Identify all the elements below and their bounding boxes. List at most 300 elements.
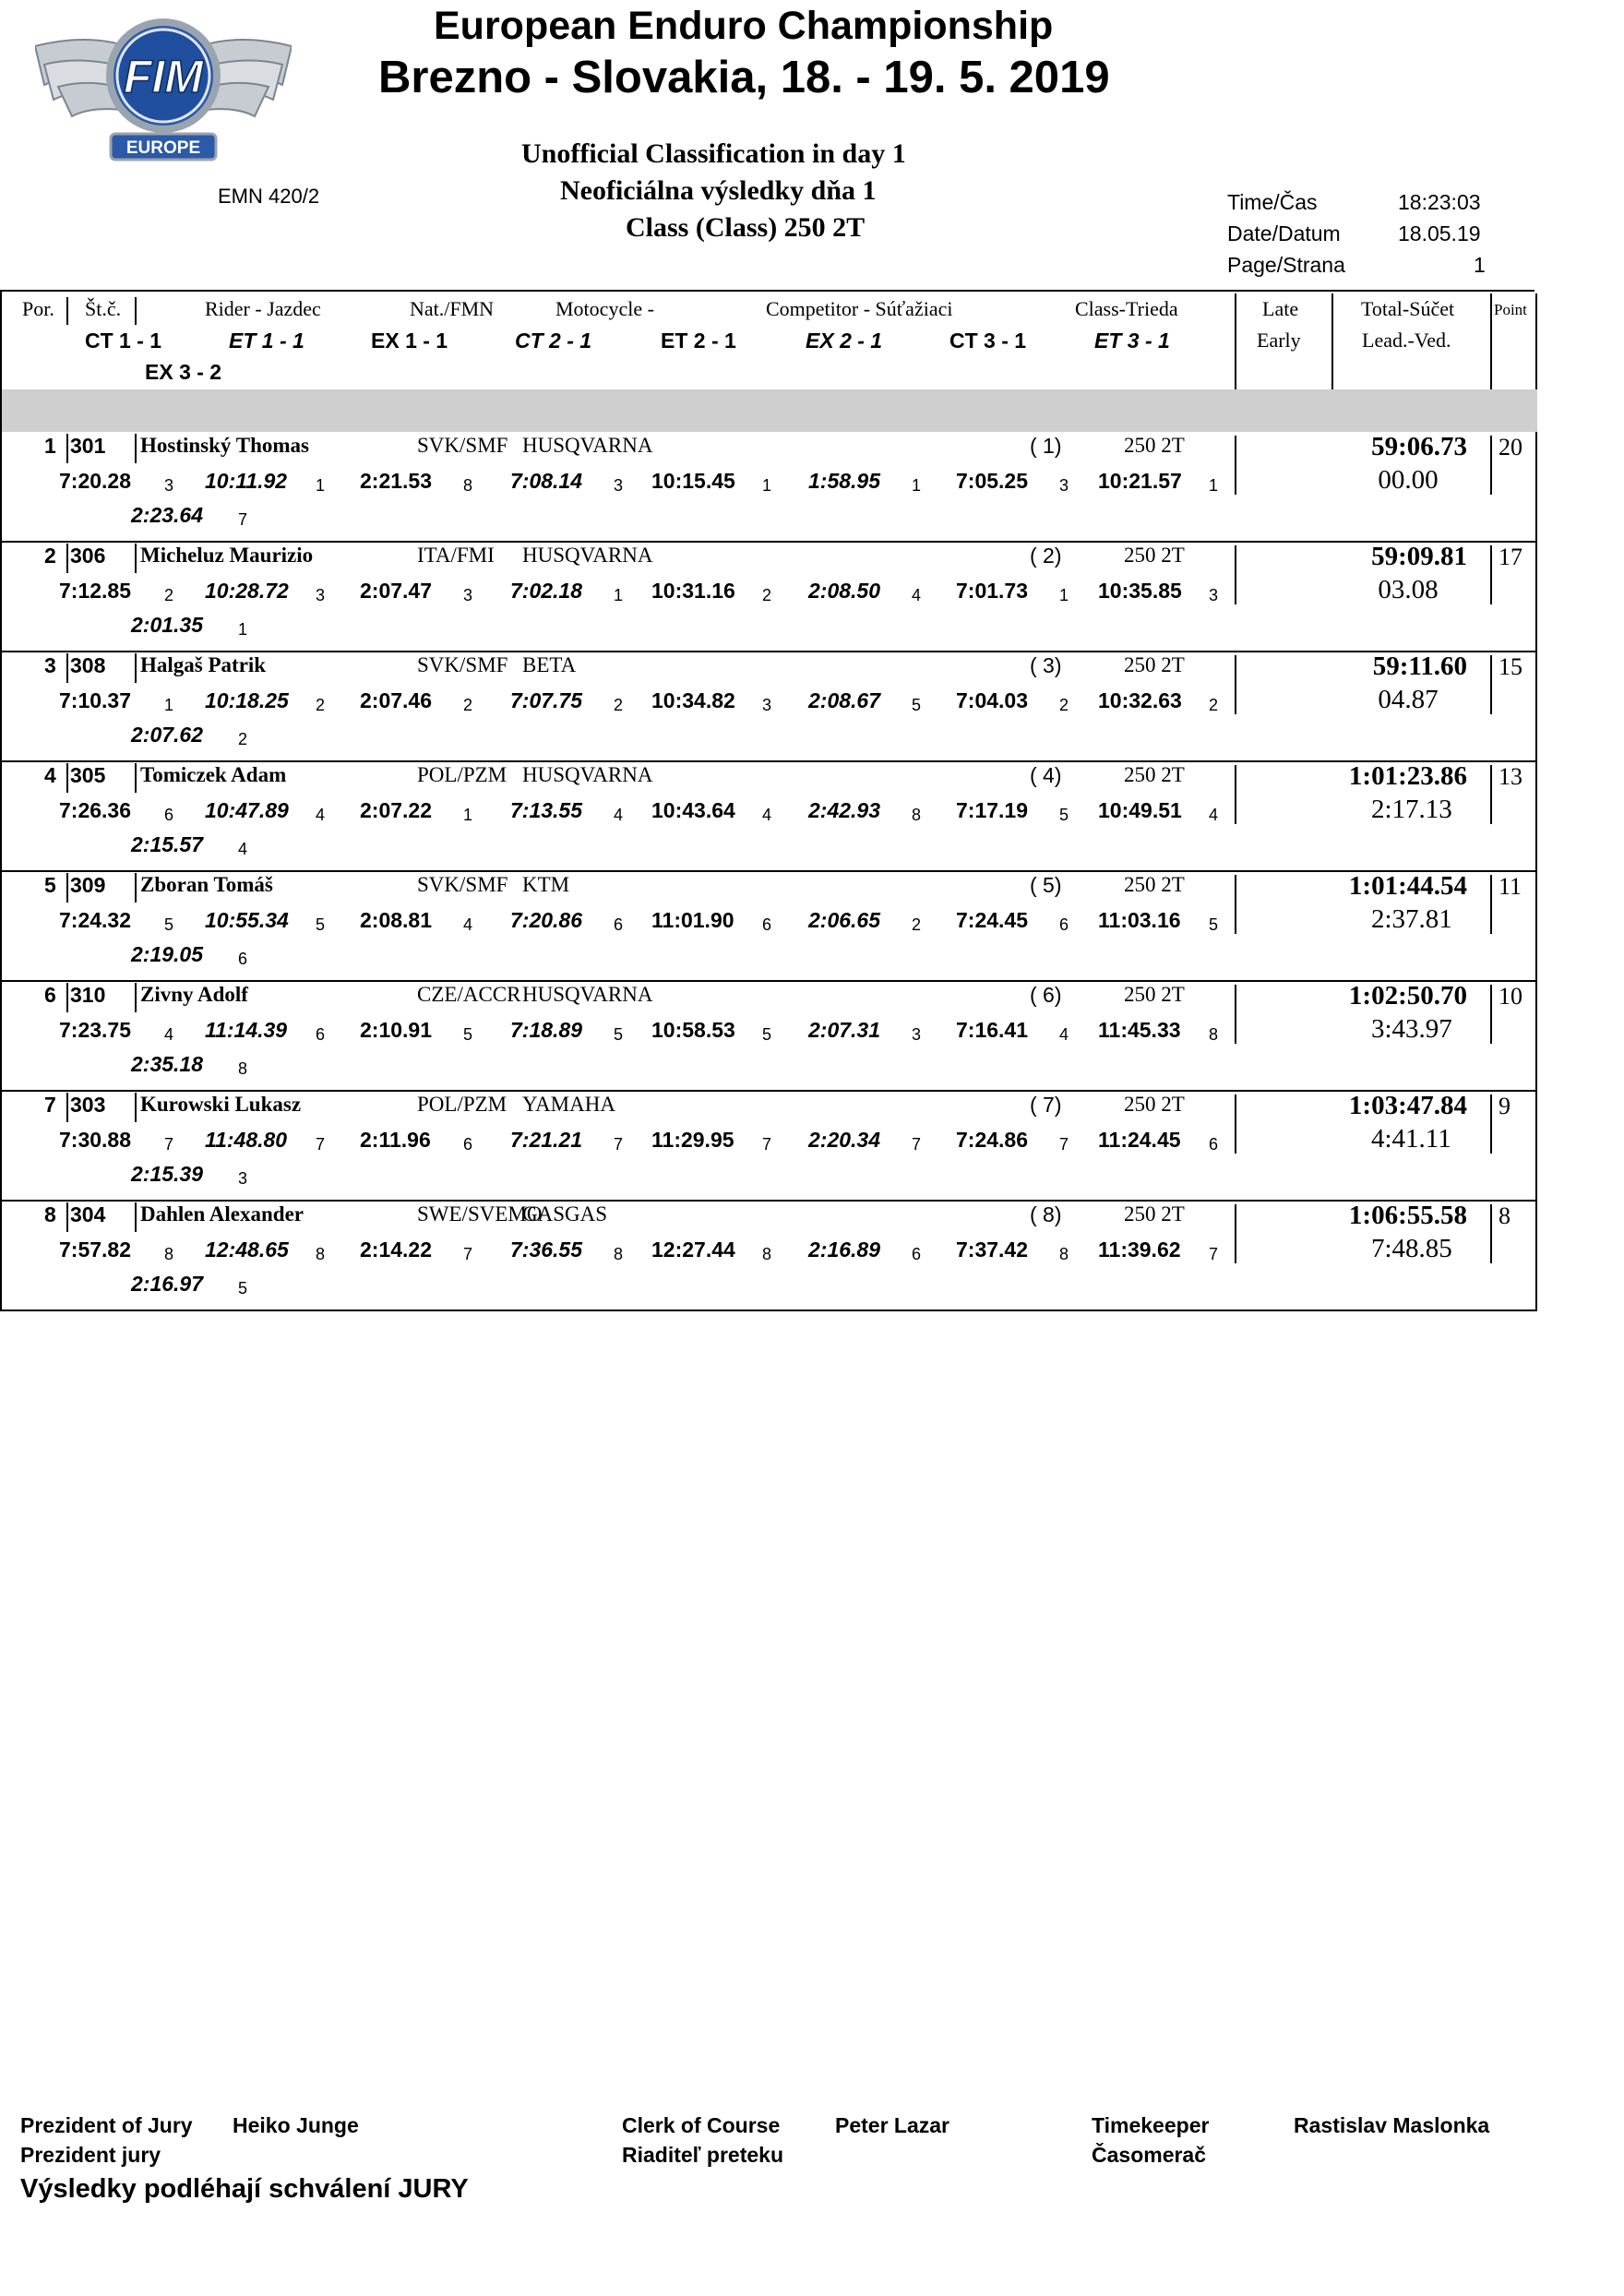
cell-total: 1:01:44.54 [1348,871,1467,901]
cell-ex32r: 1 [238,620,248,639]
cell-nat: POL/PZM [417,763,508,786]
cell-ex32r: 5 [238,1279,248,1297]
logo-subtext: EUROPE [125,138,201,158]
fim-europe-logo [35,9,292,168]
cell-ct11: 7:57.82 [59,1238,132,1262]
divider [66,1093,68,1122]
cell-ex32: 2:19.05 [131,942,204,966]
divider [135,873,137,903]
page-title: European Enduro Championship [434,4,1054,48]
cell-ex11r: 7 [463,1245,473,1263]
cell-et21r: 2 [762,586,772,604]
cell-et31: 10:35.85 [1098,579,1182,603]
cell-points: 8 [1499,1202,1511,1229]
cell-ex21: 1:58.95 [808,469,881,493]
divider [135,653,137,683]
table-row [0,1091,1537,1202]
table-row [0,652,1537,762]
cell-et21r: 4 [762,806,772,824]
cell-cls: 250 2T [1124,653,1185,676]
cell-points: 13 [1499,763,1522,790]
divider [135,1093,137,1122]
cell-ex11r: 2 [463,696,473,714]
cell-total: 1:06:55.58 [1348,1201,1467,1230]
cell-ct11r: 6 [164,806,174,824]
cell-ex11: 2:07.47 [360,579,433,603]
divider [1490,765,1492,824]
cell-ex32: 2:07.62 [131,723,204,747]
divider [1235,875,1236,934]
cell-et31: 11:24.45 [1098,1128,1181,1152]
cell-cls: 250 2T [1124,1202,1185,1226]
cell-points: 17 [1499,544,1522,570]
table-row [0,432,1537,543]
cell-ct21r: 2 [614,696,624,714]
cell-moto: HUSQVARNA [522,983,653,1006]
clerk-label: Clerk of Course [622,2113,781,2137]
time-label: Time/Čas [1227,190,1318,214]
table-row [0,761,1537,872]
cell-rider: Tomiczek Adam [140,763,287,786]
timekeeper-name: Rastislav Maslonka [1294,2113,1490,2137]
cell-et21: 10:34.82 [651,688,735,712]
cell-moto: BETA [522,653,577,676]
cell-ct11: 7:10.37 [59,688,132,712]
cell-ct31: 7:01.73 [956,579,1029,603]
divider [1490,545,1492,604]
cell-pos: 2 [44,544,56,568]
cell-ex21: 2:08.67 [808,688,881,712]
cell-ct11r: 2 [164,586,174,604]
cell-et21: 11:29.95 [651,1128,734,1152]
cell-ex21r: 6 [912,1245,922,1263]
page-value: 1 [1474,253,1486,277]
cell-et11r: 5 [316,915,326,934]
divider [135,297,137,325]
cell-total: 59:09.81 [1371,542,1467,571]
cell-et31r: 8 [1209,1025,1219,1044]
cell-lead: 00.00 [1378,465,1439,495]
cell-ex11: 2:07.46 [360,688,433,712]
cell-cls: 250 2T [1124,873,1185,896]
cell-lead: 03.08 [1378,575,1439,604]
cell-ct31r: 3 [1059,476,1069,495]
cell-ex32r: 3 [238,1169,248,1188]
cell-et11r: 8 [316,1245,326,1263]
cell-et21r: 7 [762,1135,772,1154]
cell-et31r: 3 [1209,586,1219,604]
divider [66,1202,68,1232]
cell-num: 309 [70,873,106,897]
header-rule [0,290,1534,292]
cell-cls: 250 2T [1124,983,1185,1006]
col-ex21: EX 2 - 1 [806,329,883,353]
cell-ex32: 2:35.18 [131,1052,204,1076]
cell-total: 1:01:23.86 [1348,761,1467,791]
divider [135,763,137,793]
cell-et21r: 3 [762,696,772,714]
col-nat: Nat./FMN [410,297,495,320]
cell-rider: Zivny Adolf [140,983,248,1006]
col-ct31: CT 3 - 1 [949,329,1027,353]
col-early: Early [1257,329,1301,352]
divider [135,1202,137,1232]
cell-ex11r: 8 [463,476,473,495]
cell-pos: 7 [44,1093,56,1117]
clerk-name: Peter Lazar [835,2113,950,2137]
cell-cls: 250 2T [1124,763,1185,786]
cell-et11r: 1 [316,476,326,495]
cell-ct31r: 5 [1059,806,1069,824]
cell-ct11: 7:30.88 [59,1128,132,1152]
divider [1490,1204,1492,1263]
cell-rider: Dahlen Alexander [140,1202,304,1226]
cell-ct11r: 3 [164,476,174,495]
table-border [1535,432,1537,1310]
cell-cpos: ( 3) [1030,653,1062,677]
table-row [0,871,1537,982]
cell-cpos: ( 8) [1030,1202,1062,1226]
divider [1490,655,1492,714]
cell-moto: YAMAHA [522,1093,615,1116]
cell-ex21r: 1 [912,476,922,495]
cell-ex21: 2:07.31 [808,1018,881,1042]
cell-et31: 11:45.33 [1098,1018,1181,1042]
cell-ex11: 2:08.81 [360,908,433,932]
cell-lead: 3:43.97 [1371,1014,1452,1044]
divider [1490,436,1492,495]
cell-ct21r: 4 [614,806,624,824]
cell-lead: 7:48.85 [1371,1234,1452,1263]
date-label: Date/Datum [1227,221,1341,245]
cell-total: 59:06.73 [1371,432,1467,461]
cell-ex21r: 7 [912,1135,922,1154]
cell-total: 1:02:50.70 [1348,981,1467,1010]
divider [1535,293,1537,389]
divider [135,434,137,463]
table-row [0,981,1537,1092]
cell-points: 11 [1499,873,1522,900]
col-moto: Motocycle - [555,297,654,320]
cell-num: 306 [70,544,106,568]
cell-pos: 6 [44,983,56,1007]
cell-ct31: 7:05.25 [956,469,1029,493]
cell-et11: 10:47.89 [205,798,289,822]
divider [1331,293,1333,389]
cell-et21: 11:01.90 [651,908,734,932]
cell-points: 15 [1499,653,1522,680]
cell-ex21: 2:08.50 [808,579,881,603]
cell-cls: 250 2T [1124,434,1185,457]
col-ct11: CT 1 - 1 [85,329,162,353]
cell-ex21r: 4 [912,586,922,604]
col-lead: Lead.-Ved. [1362,329,1451,352]
cell-ct11: 7:20.28 [59,469,132,493]
cell-rider: Hostinský Thomas [140,434,310,457]
cell-pos: 1 [44,434,56,458]
col-rider: Rider - Jazdec [205,297,321,320]
clerk-label-sk: Riaditeľ preteku [622,2143,784,2167]
cell-cpos: ( 5) [1030,873,1062,897]
divider [1235,436,1236,495]
cell-ct31: 7:24.45 [956,908,1029,932]
cell-rider: Zboran Tomáš [140,873,273,896]
cell-ct21: 7:13.55 [510,798,583,822]
jury-label-sk: Prezident jury [20,2143,161,2167]
cell-et31r: 6 [1209,1135,1219,1154]
class-line: Class (Class) 250 2T [626,212,866,243]
cell-ct31: 7:04.03 [956,688,1029,712]
cell-ex32: 2:16.97 [131,1272,204,1296]
cell-ct11r: 5 [164,915,174,934]
cell-ex32: 2:23.64 [131,503,204,527]
cell-et11r: 3 [316,586,326,604]
col-ex11: EX 1 - 1 [371,329,448,353]
cell-ct21r: 6 [614,915,624,934]
cell-ct11: 7:24.32 [59,908,132,932]
cell-nat: CZE/ACCR [417,983,521,1006]
cell-cpos: ( 2) [1030,544,1062,568]
cell-ex11r: 4 [463,915,473,934]
divider [135,544,137,573]
cell-et21: 12:27.44 [651,1238,735,1262]
cell-moto: KTM [522,873,570,896]
cell-ct21r: 7 [614,1135,624,1154]
cell-cpos: ( 7) [1030,1093,1062,1117]
doc-code: EMN 420/2 [218,185,320,208]
cell-et21r: 6 [762,915,772,934]
divider [66,434,68,463]
cell-ct21: 7:08.14 [510,469,583,493]
cell-ct31r: 6 [1059,915,1069,934]
table-border [0,292,2,1310]
cell-cls: 250 2T [1124,544,1185,567]
jury-label: Prezident of Jury [20,2113,193,2137]
cell-et11: 10:28.72 [205,579,289,603]
cell-et31r: 2 [1209,696,1219,714]
cell-et31: 10:32.63 [1098,688,1182,712]
cell-num: 301 [70,434,106,458]
divider [66,983,68,1012]
cell-ct31: 7:17.19 [956,798,1029,822]
divider [1235,293,1236,389]
cell-ex21r: 8 [912,806,922,824]
divider [1490,293,1492,389]
col-late: Late [1262,297,1299,320]
divider [66,297,68,325]
cell-et31r: 1 [1209,476,1219,495]
cell-et21r: 5 [762,1025,772,1044]
divider [1235,1204,1236,1263]
cell-ex11: 2:07.22 [360,798,433,822]
cell-ex11: 2:11.96 [360,1128,431,1152]
cell-ct11r: 4 [164,1025,174,1044]
cell-ct11: 7:12.85 [59,579,132,603]
cell-ct31r: 2 [1059,696,1069,714]
cell-rider: Micheluz Maurizio [140,544,314,567]
cell-ex32r: 7 [238,510,248,529]
cell-nat: SVK/SMF [417,434,508,457]
divider [135,983,137,1012]
cell-ct31r: 7 [1059,1135,1069,1154]
cell-total: 1:03:47.84 [1348,1091,1467,1120]
subtitle-sk: Neoficiálna výsledky dňa 1 [560,175,877,206]
cell-ex32r: 4 [238,840,248,858]
cell-num: 305 [70,763,106,787]
logo-text: FIM [123,51,204,102]
cell-ct21: 7:36.55 [510,1238,583,1262]
cell-moto: HUSQVARNA [522,434,653,457]
cell-nat: SVK/SMF [417,873,508,896]
col-class: Class-Trieda [1075,297,1178,320]
divider [1490,875,1492,934]
cell-num: 303 [70,1093,106,1117]
divider [1235,985,1236,1044]
cell-et21: 10:43.64 [651,798,735,822]
timekeeper-label-sk: Časomerač [1092,2143,1207,2167]
col-stc: Št.č. [85,297,122,320]
cell-et11: 10:11.92 [205,469,288,493]
cell-ct31r: 1 [1059,586,1069,604]
cell-lead: 2:37.81 [1371,904,1452,934]
cell-pos: 5 [44,873,56,897]
cell-ex32r: 6 [238,950,248,968]
cell-ex11r: 6 [463,1135,473,1154]
cell-et11: 12:48.65 [205,1238,289,1262]
cell-ct21r: 8 [614,1245,624,1263]
cell-et11: 11:14.39 [205,1018,288,1042]
cell-pos: 3 [44,653,56,677]
cell-ex32r: 8 [238,1059,248,1078]
col-total: Total-Súčet [1361,297,1455,320]
cell-pos: 4 [44,763,56,787]
approval-note: Výsledky podléhají schválení JURY [20,2174,469,2204]
cell-cpos: ( 4) [1030,763,1062,787]
page-label: Page/Strana [1227,253,1345,277]
subtitle-en: Unofficial Classification in day 1 [521,138,906,169]
jury-name: Heiko Junge [233,2113,359,2137]
table-row [0,1201,1537,1311]
cell-et21: 10:58.53 [651,1018,735,1042]
cell-et11: 10:18.25 [205,688,289,712]
cell-ex21: 2:20.34 [808,1128,881,1152]
col-et11: ET 1 - 1 [229,329,304,353]
divider [1235,545,1236,604]
cell-et11r: 4 [316,806,326,824]
cell-ct21r: 5 [614,1025,624,1044]
col-ex32: EX 3 - 2 [145,360,222,384]
cell-et21: 10:15.45 [651,469,735,493]
event-title: Brezno - Slovakia, 18. - 19. 5. 2019 [378,53,1110,102]
cell-et11r: 6 [316,1025,326,1044]
cell-et31: 10:21.57 [1098,469,1182,493]
cell-ex11r: 3 [463,586,473,604]
cell-ex11: 2:10.91 [360,1018,433,1042]
cell-points: 10 [1499,983,1522,1010]
cell-ex32: 2:15.39 [131,1162,204,1186]
cell-lead: 04.87 [1378,685,1439,714]
cell-ex21r: 2 [912,915,922,934]
cell-ct31: 7:16.41 [956,1018,1029,1042]
cell-ct21: 7:02.18 [510,579,583,603]
cell-et11: 11:48.80 [205,1128,288,1152]
cell-ct21: 7:18.89 [510,1018,583,1042]
cell-et21: 10:31.16 [651,579,735,603]
cell-ex32: 2:01.35 [131,613,204,637]
cell-ex21: 2:06.65 [808,908,881,932]
cell-ct31: 7:24.86 [956,1128,1029,1152]
cell-ex11r: 5 [463,1025,473,1044]
cell-et31: 11:39.62 [1098,1238,1181,1262]
divider [1235,655,1236,714]
cell-et11r: 7 [316,1135,326,1154]
cell-ex21r: 3 [912,1025,922,1044]
cell-ct31r: 4 [1059,1025,1069,1044]
cell-cpos: ( 1) [1030,434,1062,458]
cell-num: 308 [70,653,106,677]
cell-ct31r: 8 [1059,1245,1069,1263]
divider [1490,1094,1492,1154]
cell-nat: ITA/FMI [417,544,495,567]
cell-moto: HUSQVARNA [522,763,653,786]
cell-et31r: 4 [1209,806,1219,824]
col-competitor: Competitor - Súťažiaci [766,297,953,320]
divider [66,544,68,573]
timekeeper-label: Timekeeper [1092,2113,1210,2137]
divider [66,653,68,683]
cell-ct21r: 1 [614,586,624,604]
cell-ct11r: 8 [164,1245,174,1263]
cell-ex11: 2:21.53 [360,469,433,493]
cell-ct21: 7:20.86 [510,908,583,932]
col-et21: ET 2 - 1 [661,329,736,353]
cell-et31r: 5 [1209,915,1219,934]
cell-num: 310 [70,983,106,1007]
cell-et11r: 2 [316,696,326,714]
cell-lead: 2:17.13 [1371,795,1452,824]
cell-points: 20 [1499,434,1522,460]
table-row [0,542,1537,652]
cell-et31r: 7 [1209,1245,1219,1263]
cell-ct21: 7:21.21 [510,1128,583,1152]
date-value: 18.05.19 [1398,221,1481,245]
col-ct21: CT 2 - 1 [515,329,592,353]
cell-num: 304 [70,1202,106,1226]
cell-rider: Halgaš Patrik [140,653,267,676]
cell-et31: 11:03.16 [1098,908,1181,932]
cell-pos: 8 [44,1202,56,1226]
cell-ex21r: 5 [912,696,922,714]
cell-ct31: 7:37.42 [956,1238,1029,1262]
divider [66,763,68,793]
cell-points: 9 [1499,1093,1511,1119]
cell-nat: SWE/SVEMO [417,1202,543,1226]
cell-nat: SVK/SMF [417,653,508,676]
col-por: Por. [22,297,54,320]
divider [1235,765,1236,824]
divider [66,873,68,903]
cell-ex21: 2:42.93 [808,798,881,822]
cell-ex11: 2:14.22 [360,1238,433,1262]
cell-ct11r: 1 [164,696,174,714]
cell-et11: 10:55.34 [205,908,289,932]
cell-ct11: 7:23.75 [59,1018,132,1042]
col-et31: ET 3 - 1 [1094,329,1170,353]
cell-ct21: 7:07.75 [510,688,583,712]
cell-rider: Kurowski Lukasz [140,1093,302,1116]
section-band [0,389,1537,432]
cell-moto: GASGAS [522,1202,608,1226]
